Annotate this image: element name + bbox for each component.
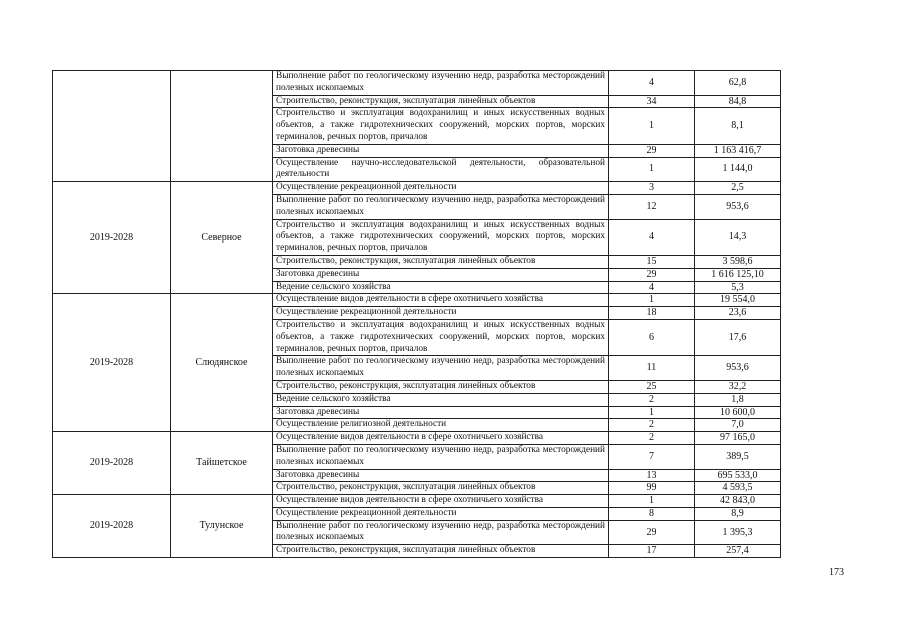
table-row <box>53 71 781 96</box>
value-cell: 257,4 <box>695 545 781 558</box>
value-cell: 8,9 <box>695 507 781 520</box>
value-cell: 1 616 125,10 <box>695 268 781 281</box>
period-cell: 2019-2028 <box>53 432 171 495</box>
value-cell: 1 144,0 <box>695 157 781 182</box>
activity-cell: Осуществление религиозной деятельности <box>273 419 609 432</box>
district-cell: Тайшетское <box>171 432 273 495</box>
activity-cell: Заготовка древесины <box>273 268 609 281</box>
value-cell: 1,8 <box>695 393 781 406</box>
count-cell: 11 <box>609 356 695 381</box>
count-cell: 29 <box>609 268 695 281</box>
period-cell: 2019-2028 <box>53 495 171 558</box>
forestry-activity-table <box>52 70 781 558</box>
value-cell: 62,8 <box>695 71 781 96</box>
count-cell: 6 <box>609 319 695 355</box>
count-cell: 4 <box>609 71 695 96</box>
value-cell: 97 165,0 <box>695 432 781 445</box>
count-cell: 2 <box>609 432 695 445</box>
value-cell: 953,6 <box>695 194 781 219</box>
period-cell: 2019-2028 <box>53 182 171 294</box>
activity-cell: Осуществление научно-исследовательской деятельности, образовательной деятельности <box>273 157 609 182</box>
table-body <box>53 71 781 558</box>
period-cell: 2019-2028 <box>53 294 171 432</box>
table-row <box>53 495 781 508</box>
district-cell: Северное <box>171 182 273 294</box>
count-cell: 4 <box>609 219 695 255</box>
activity-cell: Ведение сельского хозяйства <box>273 281 609 294</box>
district-cell: Слюдянское <box>171 294 273 432</box>
activity-cell: Строительство и эксплуатация водохранилищ и иных искусственных водных объектов, а также гидротехнических сооружений, морских портов, морских терминалов, речных портов, причалов <box>273 108 609 144</box>
activity-cell: Осуществление видов деятельности в сфере охотничьего хозяйства <box>273 432 609 445</box>
value-cell: 8,1 <box>695 108 781 144</box>
district-cell: Тулунское <box>171 495 273 558</box>
activity-cell: Строительство и эксплуатация водохранилищ и иных искусственных водных объектов, а также гидротехнических сооружений, морских портов, морских терминалов, речных портов, причалов <box>273 319 609 355</box>
count-cell: 29 <box>609 520 695 545</box>
activity-cell: Осуществление рекреационной деятельности <box>273 507 609 520</box>
district-cell <box>171 71 273 182</box>
value-cell: 19 554,0 <box>695 294 781 307</box>
value-cell: 10 600,0 <box>695 406 781 419</box>
value-cell: 2,5 <box>695 182 781 195</box>
value-cell: 84,8 <box>695 95 781 108</box>
page-number: 173 <box>829 567 844 578</box>
value-cell: 695 533,0 <box>695 469 781 482</box>
value-cell: 4 593,5 <box>695 482 781 495</box>
value-cell: 1 395,3 <box>695 520 781 545</box>
period-cell <box>53 71 171 182</box>
activity-cell: Осуществление рекреационной деятельности <box>273 307 609 320</box>
count-cell: 12 <box>609 194 695 219</box>
value-cell: 1 163 416,7 <box>695 144 781 157</box>
count-cell: 13 <box>609 469 695 482</box>
count-cell: 1 <box>609 157 695 182</box>
count-cell: 25 <box>609 380 695 393</box>
count-cell: 2 <box>609 419 695 432</box>
activity-cell: Строительство, реконструкция, эксплуатация линейных объектов <box>273 482 609 495</box>
count-cell: 1 <box>609 495 695 508</box>
activity-cell: Строительство, реконструкция, эксплуатация линейных объектов <box>273 95 609 108</box>
activity-cell: Заготовка древесины <box>273 144 609 157</box>
count-cell: 34 <box>609 95 695 108</box>
activity-cell: Ведение сельского хозяйства <box>273 393 609 406</box>
value-cell: 389,5 <box>695 444 781 469</box>
count-cell: 99 <box>609 482 695 495</box>
count-cell: 4 <box>609 281 695 294</box>
table-row <box>53 182 781 195</box>
count-cell: 3 <box>609 182 695 195</box>
activity-cell: Заготовка древесины <box>273 469 609 482</box>
count-cell: 1 <box>609 108 695 144</box>
activity-cell: Строительство, реконструкция, эксплуатация линейных объектов <box>273 255 609 268</box>
value-cell: 23,6 <box>695 307 781 320</box>
activity-cell: Выполнение работ по геологическому изучению недр, разработка месторождений полезных ископаемых <box>273 444 609 469</box>
value-cell: 32,2 <box>695 380 781 393</box>
count-cell: 18 <box>609 307 695 320</box>
activity-cell: Выполнение работ по геологическому изучению недр, разработка месторождений полезных ископаемых <box>273 356 609 381</box>
activity-cell: Выполнение работ по геологическому изучению недр, разработка месторождений полезных ископаемых <box>273 520 609 545</box>
table-row <box>53 294 781 307</box>
activity-cell: Заготовка древесины <box>273 406 609 419</box>
value-cell: 953,6 <box>695 356 781 381</box>
activity-cell: Осуществление рекреационной деятельности <box>273 182 609 195</box>
value-cell: 42 843,0 <box>695 495 781 508</box>
activity-cell: Осуществление видов деятельности в сфере охотничьего хозяйства <box>273 294 609 307</box>
count-cell: 17 <box>609 545 695 558</box>
activity-cell: Осуществление видов деятельности в сфере охотничьего хозяйства <box>273 495 609 508</box>
value-cell: 3 598,6 <box>695 255 781 268</box>
count-cell: 29 <box>609 144 695 157</box>
activity-cell: Строительство и эксплуатация водохранилищ и иных искусственных водных объектов, а также гидротехнических сооружений, морских портов, морских терминалов, речных портов, причалов <box>273 219 609 255</box>
count-cell: 2 <box>609 393 695 406</box>
table-row <box>53 432 781 445</box>
activity-cell: Строительство, реконструкция, эксплуатация линейных объектов <box>273 545 609 558</box>
count-cell: 7 <box>609 444 695 469</box>
count-cell: 15 <box>609 255 695 268</box>
count-cell: 1 <box>609 406 695 419</box>
count-cell: 8 <box>609 507 695 520</box>
value-cell: 17,6 <box>695 319 781 355</box>
value-cell: 7,0 <box>695 419 781 432</box>
value-cell: 14,3 <box>695 219 781 255</box>
value-cell: 5,3 <box>695 281 781 294</box>
activity-cell: Выполнение работ по геологическому изучению недр, разработка месторождений полезных ископаемых <box>273 194 609 219</box>
activity-cell: Строительство, реконструкция, эксплуатация линейных объектов <box>273 380 609 393</box>
activity-cell: Выполнение работ по геологическому изучению недр, разработка месторождений полезных ископаемых <box>273 71 609 96</box>
count-cell: 1 <box>609 294 695 307</box>
